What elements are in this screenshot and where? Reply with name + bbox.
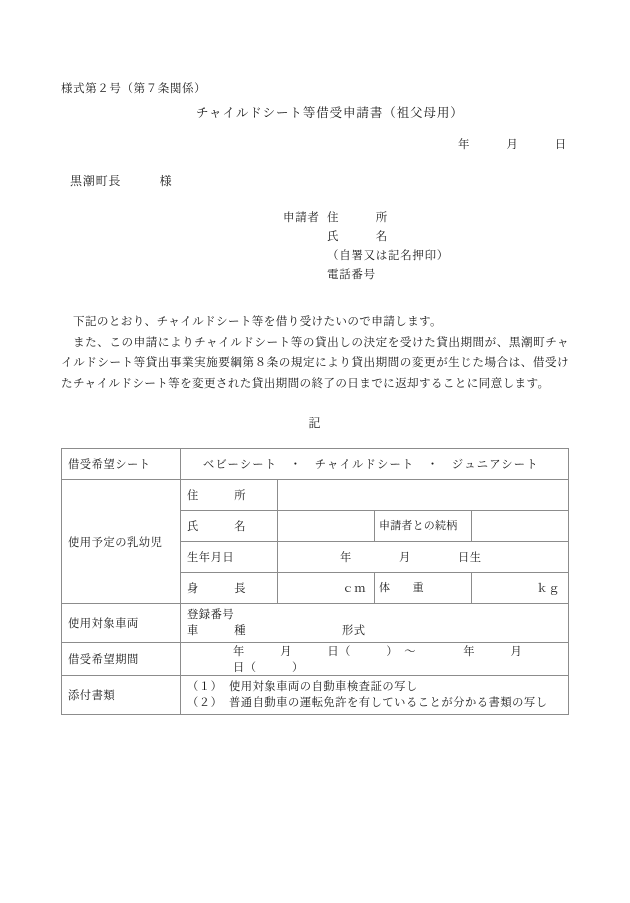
table-row-seat-request (62, 449, 569, 480)
attachments-list (181, 676, 569, 715)
form-number: 様式第２号（第７条関係） (61, 83, 207, 95)
infant-relation-value[interactable] (472, 511, 569, 542)
infant-weight-label: 体 重 (375, 573, 472, 604)
applicant-name-row (283, 228, 449, 247)
infant-address-label: 住 所 (181, 480, 278, 511)
seat-request-label: 借受希望シート (62, 449, 181, 480)
infant-height-unit[interactable]: ｃｍ (278, 573, 375, 604)
applicant-lead-label: 申請者 (283, 212, 320, 224)
ki-marker: 記 (308, 416, 322, 430)
applicant-address-row (283, 209, 449, 228)
table-row-infant-address (62, 480, 569, 511)
seat-request-options[interactable]: ベビーシート ・ チャイルドシート ・ ジュニアシート (181, 449, 569, 480)
infant-birth-label: 生年月日 (181, 542, 278, 573)
applicant-name-label: 氏 名 (327, 231, 388, 243)
infant-height-label: 身 長 (181, 573, 278, 604)
date-line: 年 月 日 (458, 139, 567, 151)
period-label: 借受希望期間 (62, 643, 181, 676)
attachments-label: 添付書類 (62, 676, 181, 715)
vehicle-fields[interactable] (181, 604, 569, 643)
infant-birth-value[interactable]: 年 月 日生 (278, 542, 569, 573)
vehicle-registration-line (187, 607, 562, 623)
table-row-attachments (62, 676, 569, 715)
vehicle-type-line (187, 623, 562, 639)
attachment-item-1 (187, 679, 562, 695)
applicant-phone-label: 電話番号 (327, 269, 376, 281)
infant-label: 使用予定の乳幼児 (62, 480, 181, 604)
infant-address-value[interactable] (278, 480, 569, 511)
document-title: チャイルドシート等借受申請書（祖父母用） (196, 106, 464, 120)
body-paragraph-2: また、この申請によりチャイルドシート等の貸出しの決定を受けた貸出期間が、黒潮町チャイルドシート等貸出事業実施要綱第８条の規定により貸出期間の変更が生じた場合は、借受けたチャイルドシート等を変更された貸出期間の終了の日までに返却することに同意します。 (61, 335, 569, 390)
attachment-2-text: 普通自動車の運転免許を有していることが分かる書類の写し (229, 697, 548, 709)
infant-relation-label: 申請者との続柄 (375, 511, 472, 542)
applicant-signature-row (283, 247, 449, 266)
applicant-phone-row (283, 266, 449, 285)
body-paragraph-1: 下記のとおり、チャイルドシート等を借り受けたいので申請します。 (73, 315, 442, 328)
table-row-period (62, 643, 569, 676)
table-row-vehicle (62, 604, 569, 643)
application-table (61, 448, 569, 715)
vehicle-label: 使用対象車両 (62, 604, 181, 643)
vehicle-type-label: 車 種 (187, 625, 246, 637)
addressee: 黒潮町長 様 (70, 174, 173, 188)
vehicle-registration-label: 登録番号 (187, 609, 235, 621)
infant-name-value[interactable] (278, 511, 375, 542)
infant-name-label: 氏 名 (181, 511, 278, 542)
vehicle-model-label: 形式 (342, 625, 366, 637)
body-text (61, 312, 569, 394)
attachment-1-text: 使用対象車両の自動車検査証の写し (229, 681, 418, 693)
applicant-block (283, 209, 449, 285)
applicant-address-label: 住 所 (327, 212, 388, 224)
attachment-1-number: （１） (187, 681, 223, 693)
attachment-2-number: （２） (187, 697, 223, 709)
applicant-signature-note: （自署又は記名押印） (327, 250, 449, 262)
attachment-item-2 (187, 695, 562, 711)
infant-weight-unit[interactable]: ｋｇ (472, 573, 569, 604)
period-value[interactable]: 年 月 日（ ） ～ 年 月 日（ ） (181, 643, 569, 676)
